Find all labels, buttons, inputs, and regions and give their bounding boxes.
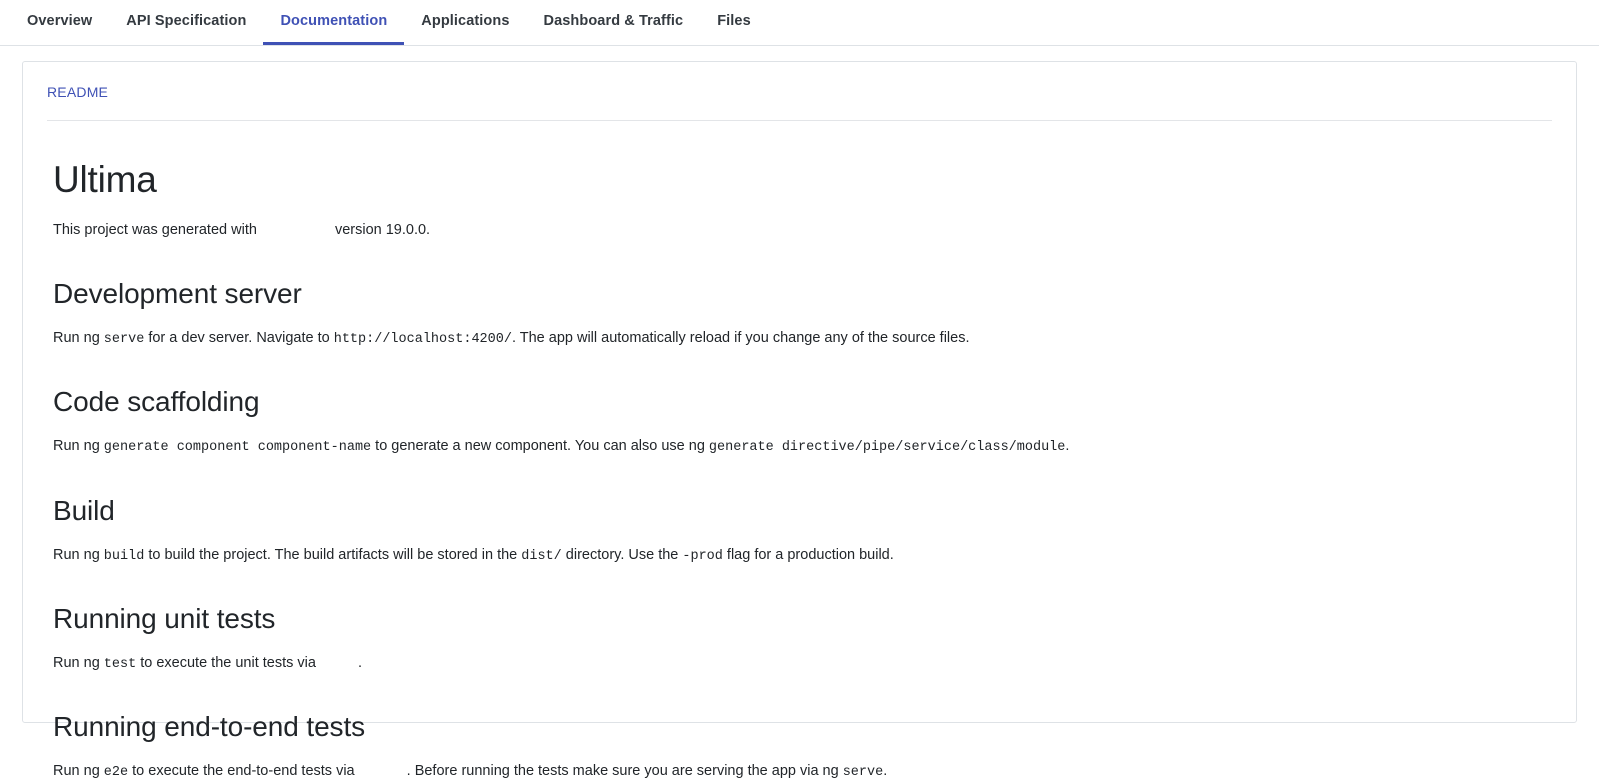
- inline-code: test: [103, 656, 137, 672]
- paragraph-text: Run ng: [53, 330, 104, 346]
- section-heading: Running unit tests: [53, 602, 276, 634]
- section-paragraph: [53, 328, 1552, 350]
- readme-divider: [47, 120, 1552, 121]
- paragraph-text: .: [883, 763, 888, 779]
- paragraph-text: . The app will automatically reload if you change any of the source files.: [511, 330, 970, 346]
- markdown-body: [47, 157, 1552, 783]
- tab-applications[interactable]: Applications: [421, 13, 510, 29]
- paragraph-text: directory. Use the: [561, 546, 683, 563]
- paragraph-text: .: [357, 654, 363, 671]
- intro-text-after: version 19.0.0.: [334, 222, 431, 239]
- section-paragraph: [53, 653, 1552, 675]
- tab-files[interactable]: Files: [717, 13, 751, 29]
- section-heading: Build: [53, 494, 115, 526]
- paragraph-text: flag for a production build.: [722, 546, 894, 563]
- doc-sections: [53, 276, 1552, 783]
- inline-code: http://localhost:4200/: [333, 332, 512, 347]
- paragraph-text: . Before running the tests make sure you are serving the app via ng: [406, 763, 843, 779]
- tab-api-specification[interactable]: API Specification: [126, 13, 247, 29]
- section-paragraph: [53, 545, 1552, 567]
- inline-code: serve: [842, 765, 884, 780]
- paragraph-text: to execute the unit tests via: [136, 654, 320, 671]
- paragraph-text: Run ng: [53, 438, 104, 455]
- card-inner: [23, 62, 1576, 783]
- paragraph-text: to generate a new component. You can also use ng: [371, 438, 709, 455]
- tab-documentation[interactable]: Documentation: [263, 0, 404, 45]
- section-heading: Development server: [53, 278, 302, 309]
- intro-text-before: This project was generated with: [53, 222, 257, 239]
- tab-dashboard-traffic[interactable]: Dashboard & Traffic: [543, 13, 684, 29]
- inline-code: -prod: [682, 548, 723, 564]
- tab-overview[interactable]: Overview: [27, 13, 93, 29]
- paragraph-text: to build the project. The build artifacts will be stored in the: [144, 546, 522, 563]
- section-paragraph: [53, 436, 1552, 458]
- paragraph-text: Run ng: [53, 546, 104, 563]
- inline-code: dist/: [521, 548, 562, 564]
- tab-bar: [0, 0, 1599, 46]
- inline-code: generate directive/pipe/service/class/module: [708, 440, 1066, 456]
- inline-code: build: [103, 548, 145, 564]
- paragraph-text: .: [1065, 438, 1070, 455]
- paragraph-text: for a dev server. Navigate to: [144, 330, 334, 346]
- paragraph-text: Run ng: [53, 654, 104, 671]
- documentation-card: [22, 61, 1577, 780]
- section-heading: Code scaffolding: [53, 386, 260, 418]
- inline-code: serve: [103, 332, 145, 347]
- inline-code: e2e: [103, 765, 129, 780]
- page-title: Ultima: [53, 159, 157, 200]
- section-heading: Running end-to-end tests: [53, 711, 366, 742]
- paragraph-text: to execute the end-to-end tests via: [128, 763, 359, 779]
- section-paragraph: [53, 761, 1552, 783]
- readme-label[interactable]: README: [47, 84, 109, 100]
- inline-code: generate component component-name: [103, 440, 372, 456]
- paragraph-text: Run ng: [53, 763, 104, 779]
- intro-paragraph: [53, 220, 1552, 242]
